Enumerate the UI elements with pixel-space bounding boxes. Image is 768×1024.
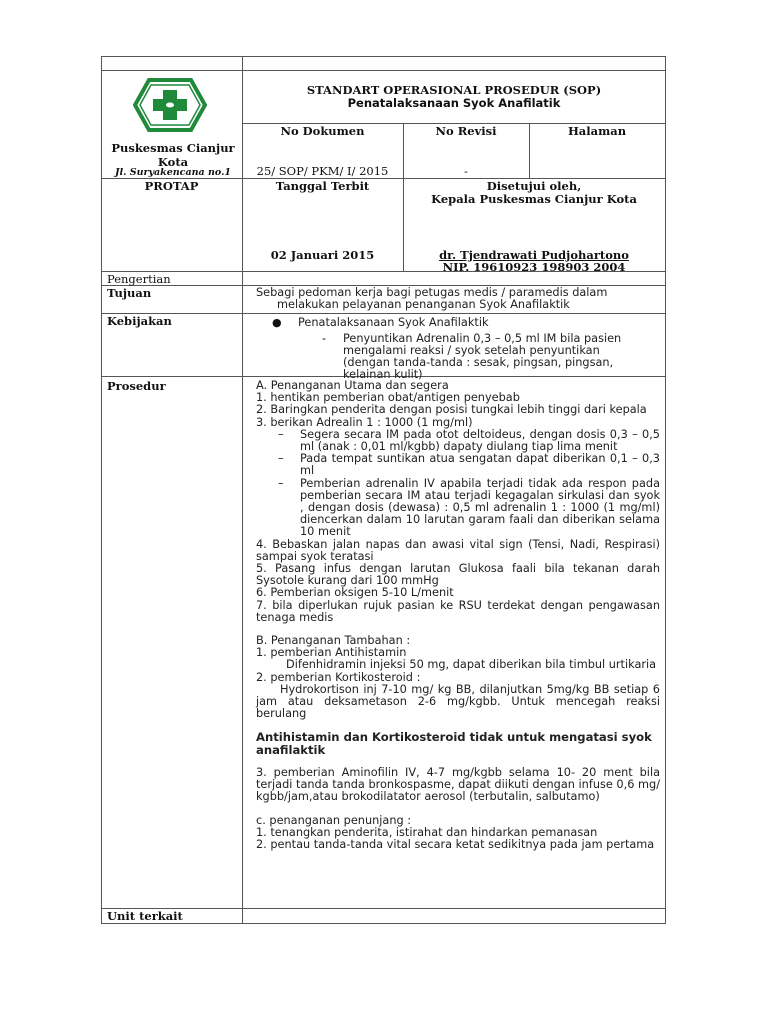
prosedur-b1-detail: Difenhidramin injeksi 50 mg, dapat diberikan bila timbul urtikaria	[286, 658, 657, 672]
prosedur-a3-item	[256, 429, 660, 453]
dash-icon: –	[278, 427, 284, 441]
prosedur-a3: 3. berikan Adrealin 1 : 1000 (1 mg/ml)	[256, 415, 473, 429]
kebijakan-sub-line3: (dengan tanda-tanda : sesak, pingsan, pingsan,	[343, 356, 614, 369]
label-unit-terkait: Unit terkait	[107, 909, 183, 923]
tujuan-line2: melakukan pelayanan penanganan Syok Anafilaktik	[277, 298, 570, 311]
kebijakan-sub-line4: kelainan kulit)	[343, 368, 423, 381]
tanggal-terbit-value: 02 Januari 2015	[270, 248, 375, 262]
protap-label: PROTAP	[144, 179, 199, 193]
org-address: Jl. Suryakencana no.1	[114, 167, 231, 178]
label-pengertian: Pengertian	[107, 272, 171, 286]
no-dokumen-value: 25/ SOP/ PKM/ I/ 2015	[256, 164, 389, 178]
puskesmas-logo	[133, 78, 207, 132]
prosedur-a3-d3: Pemberian adrenalin IV apabila terjadi tidak ada respon pada pemberian secara IM atau terjadi kegagalan sirkulasi dan syok , dengan dosis (dewasa) : 0,5 ml adrenalin 1 : 1000 (1 mg/ml) diencerkan dalam 10 larutan garam faali dan diberikan selama 10 menit	[300, 476, 660, 539]
prosedur-b2-detail: Hydrokortison inj 7-10 mg/ kg BB, dilanjutkan 5mg/kg BB setiap 6 jam atau deksametason 2-6 mg/kgbb. Untuk mencegah reaksi berulang	[256, 682, 660, 721]
tanggal-terbit-label: Tanggal Terbit	[275, 179, 370, 193]
prosedur-a3-item	[256, 478, 660, 539]
prosedur-b-title: B. Penanganan Tambahan :	[256, 634, 411, 648]
prosedur-warning: Antihistamin dan Kortikosteroid tidak untuk mengatasi syok anafilaktik	[256, 730, 652, 757]
approved-line2: Kepala Puskesmas Cianjur Kota	[431, 192, 637, 206]
prosedur-a3-d1: Segera secara IM pada otot deltoideus, dengan dosis 0,3 – 0,5 ml (anak : 0,01 ml/kgbb) dapaty diulang tiap lima menit	[300, 427, 660, 454]
prosedur-b2: 2. pemberian Kortikosteroid :	[256, 670, 421, 684]
approved-line1: Disetujui oleh,	[486, 179, 582, 193]
prosedur-a1: 1. hentikan pemberian obat/antigen penyebab	[256, 391, 520, 405]
prosedur-a-title: A. Penanganan Utama dan segera	[256, 379, 449, 392]
tujuan-line1: Sebagi pedoman kerja bagi petugas medis / paramedis dalam	[256, 286, 608, 299]
prosedur-a5: 5. Pasang infus dengan larutan Glukosa faali bila tekanan darah Sysotole kurang dari 100 mmHg	[256, 562, 660, 588]
dash-icon: –	[278, 476, 284, 490]
no-revisi-label: No Revisi	[435, 124, 497, 138]
kebijakan-dash-icon: -	[322, 332, 327, 345]
no-revisi-value: -	[464, 164, 468, 178]
prosedur-c2: 2. pentau tanda-tanda vital secara ketat sedikitnya pada jam pertama	[256, 837, 655, 851]
prosedur-a3-item	[256, 453, 660, 477]
prosedur-b1: 1. pemberian Antihistamin	[256, 646, 407, 660]
prosedur-a3-d2: Pada tempat suntikan atua sengatan dapat diberikan 0,1 – 0,3 ml	[300, 452, 660, 478]
prosedur-a7: 7. bila diperlukan rujuk pasian ke RSU terdekat dengan pengawasan tenaga medis	[256, 598, 660, 624]
prosedur-a6: 6. Pemberian oksigen 5-10 L/menit	[256, 586, 454, 600]
label-prosedur: Prosedur	[107, 379, 166, 393]
halaman-label: Halaman	[567, 124, 627, 138]
sop-subtitle: Penatalaksanaan Syok Anafilatik	[347, 96, 561, 110]
kebijakan-sub-line1: Penyuntikan Adrenalin 0,3 – 0,5 ml IM bila pasien	[343, 332, 622, 345]
org-name-line1: Puskesmas Cianjur Kota	[111, 141, 235, 169]
approver-name: dr. Tjendrawati Pudjohartono	[439, 248, 629, 262]
prosedur-b3: 3. pemberian Aminofilin IV, 4-7 mg/kgbb selama 10- 20 ment bila terjadi tanda tanda bronkospasme, dapat diikuti dengan infuse 0,6 mg/ kgbb/jam,atau brokodilatator aerosol (terbutalin, salbutamo)	[256, 765, 660, 804]
sop-title: STANDART OPERASIONAL PROSEDUR (SOP)	[306, 83, 602, 97]
kebijakan-sub-line2: mengalami reaksi / syok setelah penyuntikan	[343, 344, 600, 357]
label-kebijakan: Kebijakan	[107, 314, 172, 328]
label-tujuan: Tujuan	[107, 286, 152, 300]
prosedur-a4: 4. Bebaskan jalan napas dan awasi vital sign (Tensi, Nadi, Respirasi) sampai syok teratasi	[256, 537, 660, 563]
prosedur-a2: 2. Baringkan penderita dengan posisi tungkai lebih tinggi dari kepala	[256, 403, 647, 417]
prosedur-c-title: c. penanganan penunjang :	[256, 813, 412, 827]
kebijakan-bullet-icon: ●	[272, 316, 282, 329]
prosedur-c1: 1. tenangkan penderita, istirahat dan hindarkan pemanasan	[256, 825, 598, 839]
prosedur-content	[256, 380, 660, 851]
dash-icon: –	[278, 452, 284, 466]
kebijakan-bullet: Penatalaksanaan Syok Anafilaktik	[298, 316, 489, 329]
no-dokumen-label: No Dokumen	[280, 124, 365, 138]
approver-nip: NIP. 19610923 198903 2004	[442, 260, 626, 274]
